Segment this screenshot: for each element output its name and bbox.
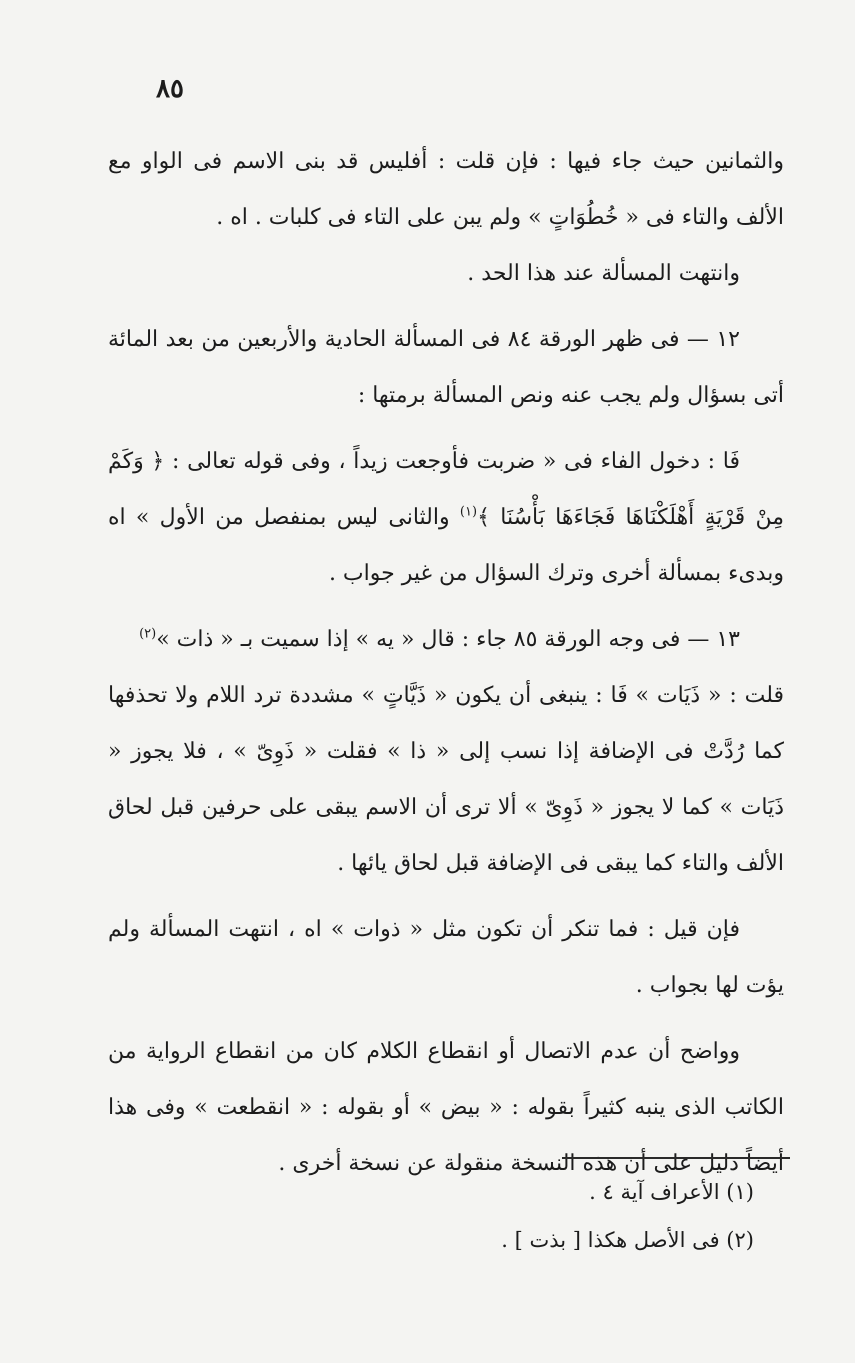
footnote-2: (٢) فى الأصل هكذا [ بذت ] . xyxy=(501,1228,754,1252)
paragraph-5 xyxy=(108,612,784,668)
paragraph-5-text: ١٣ — فى وجه الورقة ٨٥ جاء : قال « يه » إذا سميت بـ « ذات » xyxy=(156,627,740,652)
paragraph-6: قلت : « ذَيَات » فَا : ينبغى أن يكون « ذَيَّاتٍ » مشددة ترد اللام ولا تحذفها كما رُدَّتْ فى الإضافة إذا نسب إلى « ذا » فقلت « ذَوِىّ » ، فلا يجوز « ذَيَات » كما لا يجوز « ذَوِىّ » ألا ترى أن الاسم يبقى على حرفين قبل لحاق الألف والتاء كما يبقى فى الإضافة قبل لحاق يائها . xyxy=(108,683,784,876)
paragraph-4-part-2: والثانى ليس بمنفصل من الأول » اه وبدىء بمسألة أخرى وترك السؤال من غير جواب . xyxy=(108,505,784,586)
footnote-1: (١) الأعراف آية ٤ . xyxy=(589,1180,754,1204)
paragraph-7: فإن قيل : فما تنكر أن تكون مثل « ذوات » اه ، انتهت المسألة ولم يؤت لها بجواب . xyxy=(108,917,784,998)
footnote-mark-1: (١) xyxy=(459,504,478,520)
footnote-divider xyxy=(562,1157,790,1159)
paragraph-4 xyxy=(108,434,784,602)
footnote-mark-2: (٢) xyxy=(139,626,157,642)
paragraph-3: ١٢ — فى ظهر الورقة ٨٤ فى المسألة الحادية والأربعين من بعد المائة أتى بسؤال ولم يجب عنه ونص المسألة برمتها : xyxy=(108,327,784,408)
paragraph-1: والثمانين حيث جاء فيها : فإن قلت : أفليس قد بنى الاسم فى الواو مع الألف والتاء فى « خُطُوَاتٍ » ولم يبن على التاء فى كلبات . اه . xyxy=(108,149,784,230)
body-text xyxy=(108,134,784,1192)
paragraph-4-part-1: فَا : دخول الفاء فى « ضربت فأوجعت زيداً ، وفى قوله تعالى : ﴿ وَكَمْ مِنْ قَرْيَةٍ أَهْلَكْنَاهَا فَجَاءَهَا بَأْسُنَا ﴾ xyxy=(108,449,784,530)
paragraph-8: وواضح أن عدم الاتصال أو انقطاع الكلام كان من انقطاع الرواية من الكاتب الذى ينبه كثيراً بقوله : « بيض » أو بقوله : « انقطعت » وفى هذا أيضاً دليل على أن هذه النسخة منقولة عن نسخة أخرى . xyxy=(108,1039,784,1176)
page-number: ٨٥ xyxy=(156,74,184,104)
footnotes xyxy=(300,1168,754,1264)
paragraph-2: وانتهت المسألة عند هذا الحد . xyxy=(467,261,740,286)
